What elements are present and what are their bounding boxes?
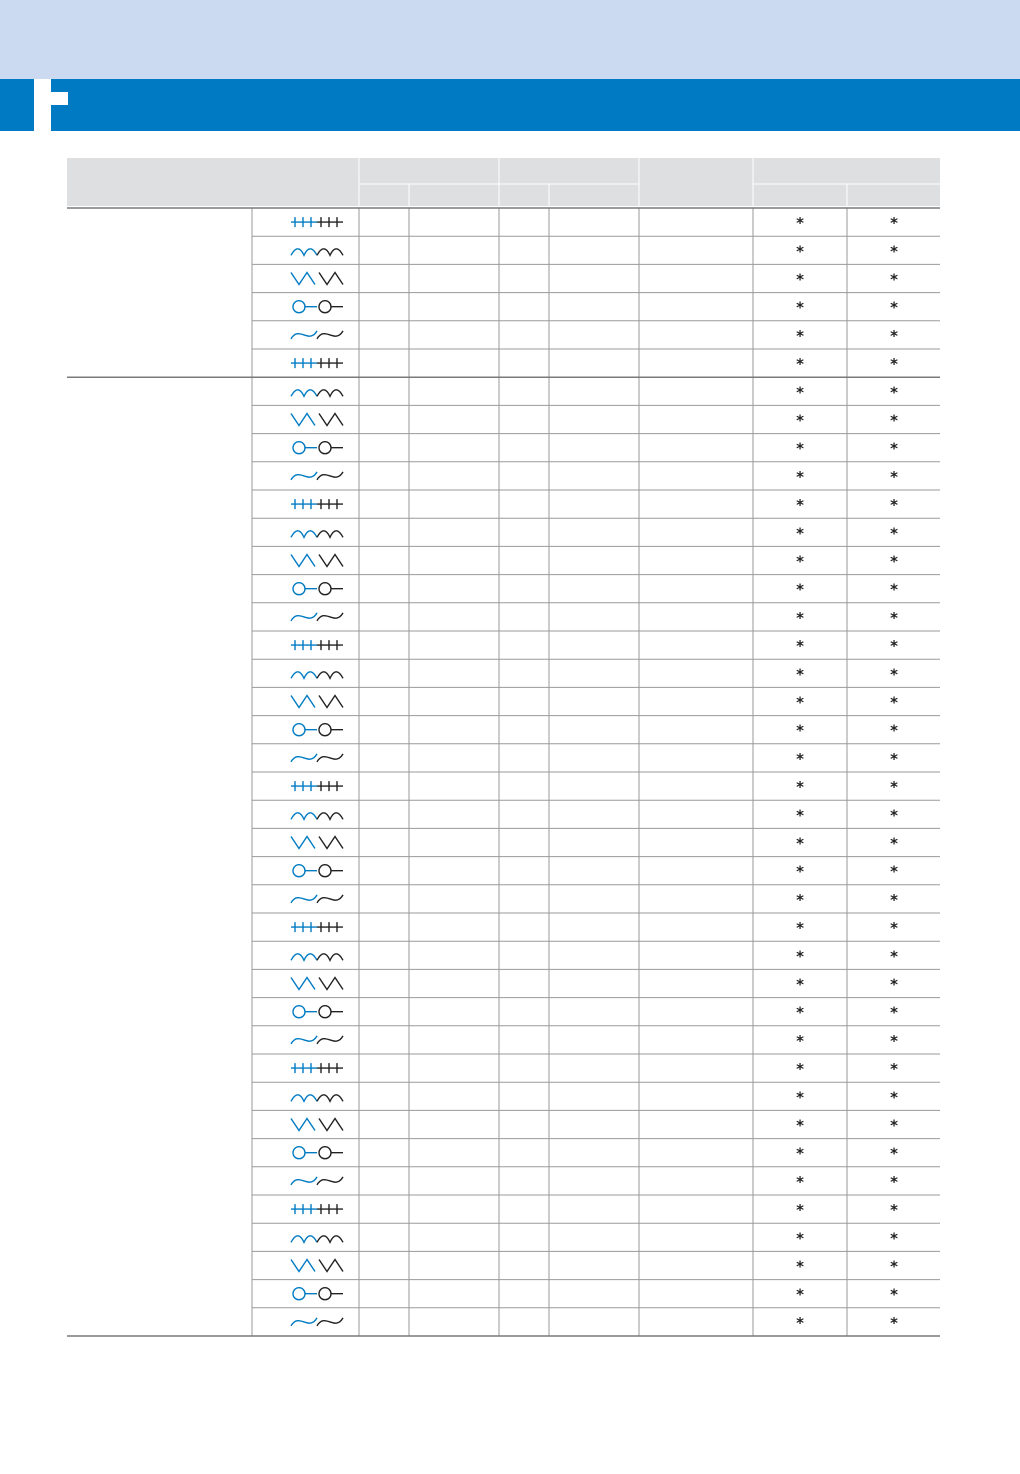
- asterisk-mark-col2: *: [890, 1201, 898, 1220]
- stitch-icon-1: [291, 217, 343, 227]
- asterisk-mark-col2: *: [890, 242, 898, 261]
- asterisk-mark-col1: *: [796, 1313, 804, 1332]
- stitch-icon-12: [291, 531, 343, 538]
- asterisk-mark-col2: *: [890, 608, 898, 627]
- asterisk-mark-col1: *: [796, 1031, 804, 1050]
- asterisk-mark-col2: *: [890, 665, 898, 684]
- stitch-icon-24: [293, 865, 343, 877]
- asterisk-mark-col2: *: [890, 580, 898, 599]
- stitch-icon-27: [291, 954, 343, 961]
- asterisk-mark-col2: *: [890, 298, 898, 317]
- section-title-bar: [0, 79, 1020, 131]
- stitch-icon-33: [291, 1119, 343, 1131]
- asterisk-mark-col1: *: [796, 1201, 804, 1220]
- stitch-icon-37: [291, 1236, 343, 1243]
- stitch-icon-8: [291, 414, 343, 426]
- asterisk-mark-col1: *: [796, 947, 804, 966]
- asterisk-mark-col2: *: [890, 749, 898, 768]
- asterisk-mark-col2: *: [890, 1003, 898, 1022]
- stitch-icon-15: [291, 613, 343, 621]
- asterisk-mark-col2: *: [890, 552, 898, 571]
- asterisk-mark-col2: *: [890, 214, 898, 233]
- stitch-icon-4: [293, 301, 343, 313]
- asterisk-mark-col2: *: [890, 1116, 898, 1135]
- stitch-icon-10: [291, 472, 343, 480]
- asterisk-mark-col2: *: [890, 778, 898, 797]
- stitch-icon-26: [291, 922, 343, 932]
- asterisk-mark-col2: *: [890, 1313, 898, 1332]
- asterisk-mark-col1: *: [796, 834, 804, 853]
- asterisk-mark-col2: *: [890, 1229, 898, 1248]
- stitch-icon-36: [291, 1204, 343, 1214]
- stitch-icon-21: [291, 781, 343, 791]
- stitch-icon-20: [291, 754, 343, 762]
- asterisk-mark-col1: *: [796, 608, 804, 627]
- asterisk-mark-col2: *: [890, 1285, 898, 1304]
- asterisk-mark-col2: *: [890, 326, 898, 345]
- stitch-icon-17: [291, 672, 343, 679]
- asterisk-mark-col1: *: [796, 693, 804, 712]
- asterisk-mark-col2: *: [890, 524, 898, 543]
- asterisk-mark-col1: *: [796, 467, 804, 486]
- stitch-icon-2: [291, 249, 343, 256]
- stitch-icon-31: [291, 1063, 343, 1073]
- stitch-icon-28: [291, 978, 343, 990]
- asterisk-mark-col2: *: [890, 637, 898, 656]
- asterisk-mark-col1: *: [796, 411, 804, 430]
- page-header-band: [0, 0, 1020, 79]
- corner-block-icon: [0, 79, 70, 131]
- stitch-icon-7: [291, 390, 343, 397]
- asterisk-mark-col1: *: [796, 975, 804, 994]
- table-header: [67, 158, 940, 206]
- asterisk-mark-col1: *: [796, 439, 804, 458]
- asterisk-mark-col1: *: [796, 524, 804, 543]
- stitch-icon-19: [293, 724, 343, 736]
- asterisk-mark-col1: *: [796, 1116, 804, 1135]
- asterisk-mark-col2: *: [890, 919, 898, 938]
- asterisk-mark-col1: *: [796, 890, 804, 909]
- asterisk-mark-col1: *: [796, 721, 804, 740]
- asterisk-mark-col2: *: [890, 862, 898, 881]
- asterisk-mark-col1: *: [796, 919, 804, 938]
- stitch-icon-34: [293, 1147, 343, 1159]
- asterisk-mark-col1: *: [796, 665, 804, 684]
- asterisk-mark-col2: *: [890, 947, 898, 966]
- asterisk-mark-col1: *: [796, 1003, 804, 1022]
- stitch-icon-16: [291, 640, 343, 650]
- asterisk-mark-col2: *: [890, 1088, 898, 1107]
- asterisk-mark-col2: *: [890, 411, 898, 430]
- asterisk-mark-col1: *: [796, 1229, 804, 1248]
- asterisk-mark-col1: *: [796, 862, 804, 881]
- stitch-icon-39: [293, 1288, 343, 1300]
- asterisk-mark-col2: *: [890, 834, 898, 853]
- stitch-icon-29: [293, 1006, 343, 1018]
- asterisk-mark-col2: *: [890, 355, 898, 374]
- stitch-icon-9: [293, 442, 343, 454]
- asterisk-mark-col2: *: [890, 1060, 898, 1079]
- asterisk-mark-col1: *: [796, 749, 804, 768]
- asterisk-mark-col1: *: [796, 298, 804, 317]
- stitch-icon-35: [291, 1177, 343, 1185]
- stitch-icon-3: [291, 273, 343, 285]
- asterisk-mark-col2: *: [890, 806, 898, 825]
- asterisk-mark-col2: *: [890, 890, 898, 909]
- stitch-icon-23: [291, 837, 343, 849]
- asterisk-mark-col1: *: [796, 1088, 804, 1107]
- asterisk-mark-col2: *: [890, 1031, 898, 1050]
- asterisk-mark-col2: *: [890, 439, 898, 458]
- asterisk-mark-col1: *: [796, 326, 804, 345]
- stitch-settings-table: [67, 158, 940, 1338]
- asterisk-mark-col2: *: [890, 1172, 898, 1191]
- asterisk-mark-col1: *: [796, 552, 804, 571]
- stitch-icon-30: [291, 1036, 343, 1044]
- stitch-icon-6: [291, 358, 343, 368]
- stitch-icon-14: [293, 583, 343, 595]
- stitch-icon-38: [291, 1260, 343, 1272]
- asterisk-mark-col1: *: [796, 1144, 804, 1163]
- asterisk-mark-col1: *: [796, 637, 804, 656]
- stitch-icon-13: [291, 555, 343, 567]
- asterisk-mark-col2: *: [890, 496, 898, 515]
- stitch-icon-40: [291, 1318, 343, 1326]
- stitch-icon-22: [291, 813, 343, 820]
- stitch-icon-5: [291, 331, 343, 339]
- asterisk-mark-col2: *: [890, 270, 898, 289]
- asterisk-mark-col2: *: [890, 383, 898, 402]
- stitch-icon-25: [291, 895, 343, 903]
- asterisk-mark-col2: *: [890, 693, 898, 712]
- asterisk-mark-col2: *: [890, 467, 898, 486]
- asterisk-mark-col2: *: [890, 975, 898, 994]
- stitch-icon-11: [291, 499, 343, 509]
- asterisk-mark-col1: *: [796, 214, 804, 233]
- stitch-icon-18: [291, 696, 343, 708]
- asterisk-mark-col1: *: [796, 242, 804, 261]
- asterisk-mark-col1: *: [796, 496, 804, 515]
- asterisk-mark-col1: *: [796, 806, 804, 825]
- asterisk-mark-col1: *: [796, 580, 804, 599]
- asterisk-mark-col1: *: [796, 270, 804, 289]
- asterisk-mark-col1: *: [796, 383, 804, 402]
- asterisk-mark-col1: *: [796, 1285, 804, 1304]
- asterisk-mark-col1: *: [796, 778, 804, 797]
- asterisk-mark-col1: *: [796, 355, 804, 374]
- asterisk-mark-col1: *: [796, 1172, 804, 1191]
- asterisk-mark-col2: *: [890, 1144, 898, 1163]
- asterisk-mark-col1: *: [796, 1257, 804, 1276]
- asterisk-mark-col1: *: [796, 1060, 804, 1079]
- asterisk-mark-col2: *: [890, 721, 898, 740]
- asterisk-mark-col2: *: [890, 1257, 898, 1276]
- stitch-icon-32: [291, 1095, 343, 1102]
